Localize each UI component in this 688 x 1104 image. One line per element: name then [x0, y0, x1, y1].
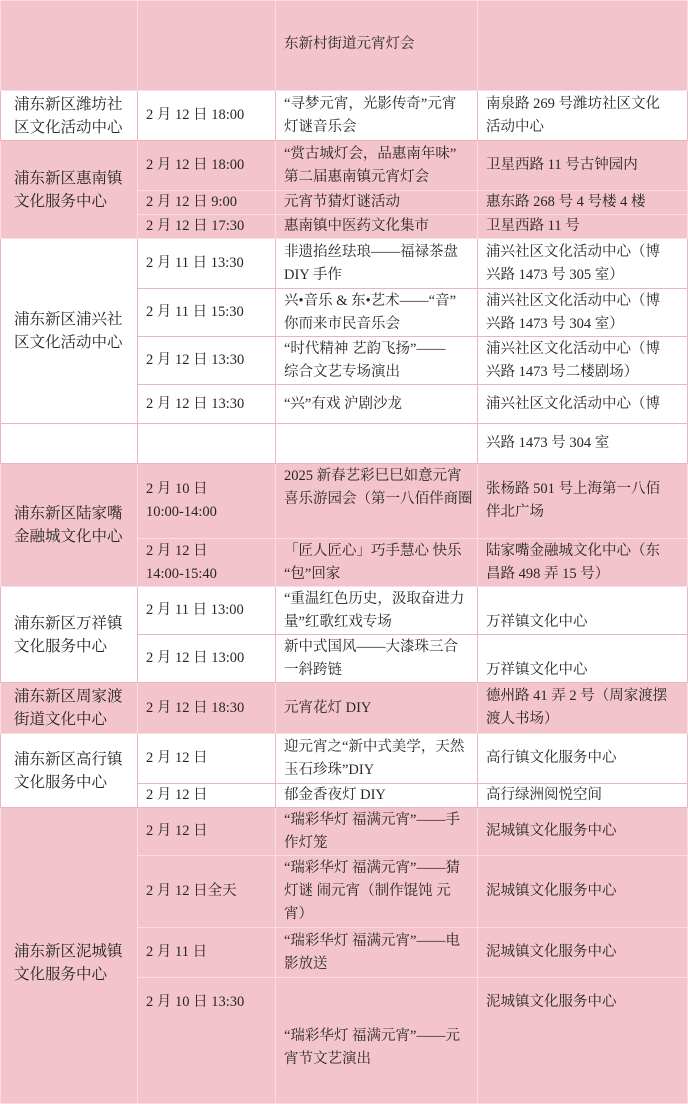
event-cell: “兴”有戏 沪剧沙龙 [276, 385, 478, 424]
venue-cell: 浦东新区周家渡 街道文化中心 [1, 683, 138, 734]
table-row [1, 1, 688, 91]
venue-cell [1, 424, 138, 464]
event-cell [276, 1, 478, 91]
time-cell [138, 424, 276, 464]
time-cell: 2 月 10 日 10:00-14:00 [138, 464, 276, 539]
event-cell: “瑞彩华灯 福满元宵”——电 影放送 [276, 928, 478, 978]
table-row [1, 808, 688, 856]
time-cell: 2 月 12 日 9:00 [138, 191, 276, 215]
event-cell: 元宵节猜灯谜活动 [276, 191, 478, 215]
place-cell [478, 1, 688, 91]
time-cell: 2 月 12 日 13:00 [138, 635, 276, 683]
place-cell: 南泉路 269 号潍坊社区文化 活动中心 [478, 91, 688, 141]
event-cell: 惠南镇中医药文化集市 [276, 215, 478, 239]
time-cell: 2 月 12 日 17:30 [138, 215, 276, 239]
event-cell: “时代精神 艺韵飞扬”—— 综合文艺专场演出 [276, 337, 478, 385]
venue-cell: 浦东新区万祥镇 文化服务中心 [1, 587, 138, 683]
venue-cell: 浦东新区高行镇 文化服务中心 [1, 734, 138, 808]
table-row [1, 424, 688, 464]
time-cell: 2 月 11 日 13:00 [138, 587, 276, 635]
time-cell: 2 月 12 日全天 [138, 856, 276, 928]
time-cell [138, 1, 276, 91]
event-cell: “瑞彩华灯 福满元宵”——手 作灯笼 [276, 808, 478, 856]
place-cell: 泥城镇文化服务中心 [478, 808, 688, 856]
event-cell: 迎元宵之“新中式美学，天然 玉石珍珠”DIY [276, 734, 478, 784]
place-cell: 高行镇文化服务中心 [478, 734, 688, 784]
table-row [1, 239, 688, 289]
event-text-clip [284, 1024, 477, 1067]
time-cell: 2 月 12 日 18:30 [138, 683, 276, 734]
table-row [1, 683, 688, 734]
place-cell: 惠东路 268 号 4 号楼 4 楼 [478, 191, 688, 215]
place-cell: 兴路 1473 号 304 室 [478, 424, 688, 464]
event-cell: 2025 新春艺彩巳巳如意元宵 喜乐游园会（第一八佰伴商圈 [276, 464, 478, 539]
time-cell: 2 月 12 日 13:30 [138, 385, 276, 424]
table-row [1, 141, 688, 191]
place-cell: 泥城镇文化服务中心 [478, 856, 688, 928]
event-cell: 新中式国风——大漆珠三合 一斜跨链 [276, 635, 478, 683]
venue-cell: 浦东新区浦兴社 区文化活动中心 [1, 239, 138, 424]
table-row [1, 91, 688, 141]
event-cell [276, 424, 478, 464]
time-cell: 2 月 12 日 13:30 [138, 337, 276, 385]
place-cell: 卫星西路 11 号 [478, 215, 688, 239]
time-cell: 2 月 12 日 [138, 734, 276, 784]
place-cell: 泥城镇文化服务中心 [478, 928, 688, 978]
time-cell: 2 月 12 日 [138, 808, 276, 856]
table-row [1, 464, 688, 539]
place-cell: 浦兴社区文化活动中心（博 兴路 1473 号 305 室） [478, 239, 688, 289]
time-cell: 2 月 11 日 15:30 [138, 289, 276, 337]
table-row [1, 587, 688, 635]
place-cell: 浦兴社区文化活动中心（博 兴路 1473 号二楼剧场） [478, 337, 688, 385]
place-cell: 张杨路 501 号上海第一八佰 伴北广场 [478, 464, 688, 539]
event-cell: 元宵花灯 DIY [276, 683, 478, 734]
place-cell: 泥城镇文化服务中心 [478, 978, 688, 1104]
event-cell [276, 978, 478, 1104]
venue-cell: 浦东新区潍坊社 区文化活动中心 [1, 91, 138, 141]
time-cell: 2 月 12 日 18:00 [138, 141, 276, 191]
place-cell: 陆家嘴金融城文化中心（东 昌路 498 弄 15 号） [478, 539, 688, 587]
time-cell: 2 月 12 日 14:00-15:40 [138, 539, 276, 587]
venue-cell: 浦东新区陆家嘴 金融城文化中心 [1, 464, 138, 587]
time-cell: 2 月 11 日 13:30 [138, 239, 276, 289]
venue-cell [1, 1, 138, 91]
place-cell: 浦兴社区文化活动中心（博 兴路 1473 号 304 室） [478, 289, 688, 337]
event-cell: “寻梦元宵，光影传奇”元宵 灯谜音乐会 [276, 91, 478, 141]
place-cell: 万祥镇文化中心 [478, 635, 688, 683]
venue-cell: 浦东新区惠南镇 文化服务中心 [1, 141, 138, 239]
venue-cell: 浦东新区泥城镇 文化服务中心 [1, 808, 138, 1104]
event-title: “瑞彩华灯 福满元宵”——元 宵节文艺演出 [284, 1028, 460, 1067]
place-cell: 万祥镇文化中心 [478, 587, 688, 635]
time-cell: 2 月 12 日 18:00 [138, 91, 276, 141]
place-cell: 卫星西路 11 号古钟园内 [478, 141, 688, 191]
event-cell: 郁金香夜灯 DIY [276, 784, 478, 808]
place-cell: 德州路 41 弄 2 号（周家渡摆 渡人书场） [478, 683, 688, 734]
event-cell: “瑞彩华灯 福满元宵”——猜 灯谜 闹元宵（制作馄饨 元 宵） [276, 856, 478, 928]
place-cell: 浦兴社区文化活动中心（博 [478, 385, 688, 424]
place-cell: 高行绿洲阅悦空间 [478, 784, 688, 808]
event-cell: “赏古城灯会，品惠南年味” 第二届惠南镇元宵灯会 [276, 141, 478, 191]
time-cell: 2 月 12 日 [138, 784, 276, 808]
time-cell: 2 月 10 日 13:30 [138, 978, 276, 1104]
event-cell: 非遗掐丝珐琅——福禄茶盘 DIY 手作 [276, 239, 478, 289]
time-cell: 2 月 11 日 [138, 928, 276, 978]
table-row [1, 734, 688, 784]
event-cell: 兴•音乐 & 东•艺术——“音” 你而来市民音乐会 [276, 289, 478, 337]
event-cell: 「匠人匠心」巧手慧心 快乐 “包”回家 [276, 539, 478, 587]
event-cell: “重温红色历史，汲取奋进力 量”红歌红戏专场 [276, 587, 478, 635]
event-title: 东新村街道元宵灯会 [284, 36, 415, 52]
event-text-clip [284, 33, 477, 52]
